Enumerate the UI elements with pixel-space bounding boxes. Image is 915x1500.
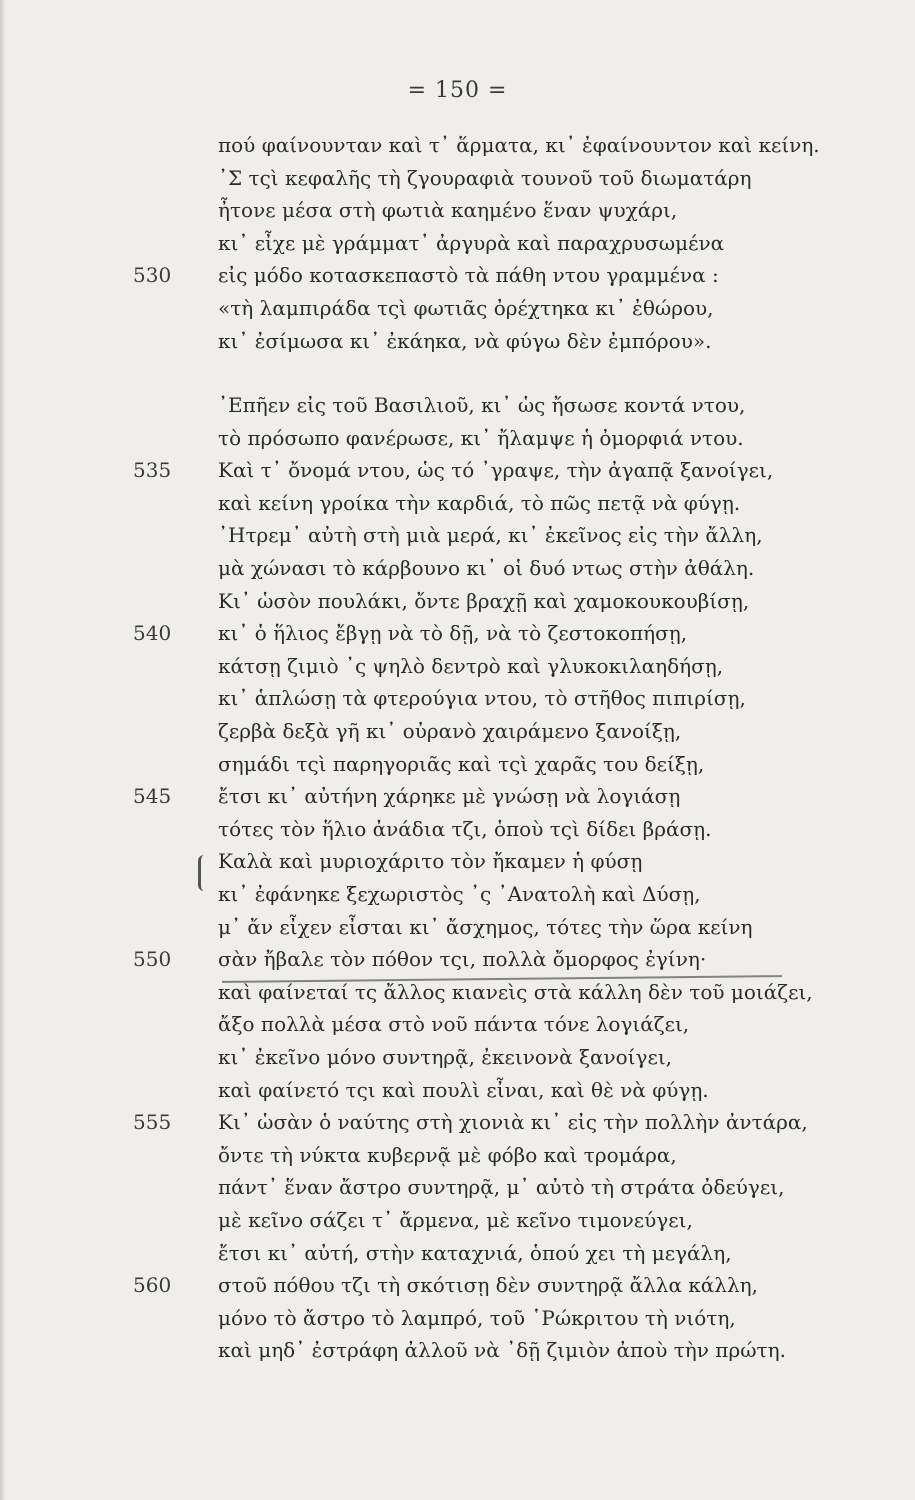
verse-line: ἄξο πολλὰ μέσα στὸ νοῦ πάντα τόνε λογιάζει, — [218, 1012, 690, 1037]
verse-line: ἔτσι κι᾽ αὐτή, στὴν καταχνιά, ὁπού χει τὴ μεγάλη, — [218, 1240, 732, 1265]
verse-line: κι᾽ ἁπλώσῃ τὰ φτερούγια ντου, τὸ στῆθος πιπιρίσῃ, — [218, 686, 746, 711]
line-number: 540 — [133, 621, 172, 646]
line-number: 555 — [133, 1110, 172, 1135]
page-spine-shadow — [0, 0, 6, 1500]
verse-line: κι᾽ ἐκεῖνο μόνο συντηρᾷ, ἐκεινονὰ ξανοίγει, — [218, 1045, 673, 1069]
verse-line: καὶ φαίνεταί τς ἄλλος κιανεὶς στὰ κάλλη δὲν τοῦ μοιάζει, — [218, 979, 813, 1004]
verse-line: μὰ χώνασι τὸ κάρβουνο κι᾽ οἱ δυό ντως στὴν ἀθάλη. — [218, 556, 755, 580]
verse-line: μ᾽ ἄν εἶχεν εἶσται κι᾽ ἄσχημος, τότες τὴν ὥρα κείνη — [218, 914, 753, 939]
verse-line: Καὶ τ᾽ ὄνομά ντου, ὡς τό ᾿γραψε, τὴν ἀγαπᾷ ξανοίγει, — [218, 458, 774, 483]
verse-line: καὶ κείνη γροίκα τὴν καρδιά, τὸ πῶς πετᾷ νὰ φύγῃ. — [218, 490, 741, 515]
verse-line: Καλὰ καὶ μυριοχάριτο τὸν ἤκαμεν ἡ φύσῃ — [218, 849, 643, 874]
verse-line: μὲ κεῖνο σάζει τ᾽ ἄρμενα, μὲ κεῖνο τιμονεύγει, — [218, 1208, 693, 1232]
verse-line: ᾿Επῆεν εἰς τοῦ Βασιλιοῦ, κι᾽ ὡς ἤσωσε κοντά ντου, — [218, 393, 746, 417]
line-number: 550 — [133, 947, 172, 972]
page-number: = 150 = — [407, 78, 508, 103]
verse-line: ᾿Ητρεμ᾽ αὐτὴ στὴ μιὰ μερά, κι᾽ ἐκεῖνος εἰς τὴν ἄλλη, — [218, 523, 763, 548]
verse-line: στοῦ πόθου τζι τὴ σκότισῃ δὲν συντηρᾷ ἄλλα κάλλη, — [218, 1273, 758, 1298]
verse-line: καὶ μηδ᾽ ἐστράφη ἀλλοῦ νὰ ᾿δῇ ζιμιὸν ἀποὺ τὴν πρώτη. — [218, 1338, 786, 1363]
verse-line: «τὴ λαμπιράδα τςὶ φωτιᾶς ὀρέχτηκα κι᾽ ἐθώρου, — [218, 296, 714, 320]
verse-line: ζερβὰ δεξὰ γῆ κι᾽ οὐρανὸ χαιράμενο ξανοίξῃ, — [218, 719, 682, 743]
verse-line: σημάδι τςὶ παρηγοριᾶς καὶ τςὶ χαρᾶς του δείξῃ, — [218, 751, 705, 776]
verse-line: κι᾽ ἐφάνηκε ξεχωριστὸς ᾿ς ᾿Ανατολὴ καὶ Δύσῃ, — [218, 882, 701, 906]
verse-line: ὄντε τὴ νύκτα κυβερνᾷ μὲ φόβο καὶ τρομάρα, — [218, 1142, 677, 1167]
verse-line: Κι᾽ ὡσὰν ὁ ναύτης στὴ χιονιὰ κι᾽ εἰς τὴν πολλὴν ἀντάρα, — [218, 1110, 808, 1135]
verse-line: ἔτσι κι᾽ αὐτήνη χάρηκε μὲ γνώσῃ νὰ λογιάσῃ — [218, 784, 681, 809]
line-number: 530 — [133, 263, 172, 288]
verse-line: πού φαίνουνταν καὶ τ᾽ ἅρματα, κι᾽ ἐφαίνουντον καὶ κείνη. — [218, 133, 820, 157]
verse-line: κι᾽ ἐσίμωσα κι᾽ ἐκάηκα, νὰ φύγω δὲν ἐμπόρου». — [218, 328, 712, 353]
line-number: 560 — [133, 1273, 172, 1298]
verse-line: ᾿Σ τςὶ κεφαλῆς τὴ ζγουραφιὰ τουνοῦ τοῦ διωματάρη — [218, 165, 752, 190]
line-number: 535 — [133, 458, 172, 483]
verse-line: πάντ᾽ ἕναν ἄστρο συντηρᾷ, μ᾽ αὐτὸ τὴ στράτα ὀδεύγει, — [218, 1175, 785, 1200]
handwritten-bracket-mark — [198, 855, 207, 891]
verse-line: καὶ φαίνετό τςι καὶ πουλὶ εἶναι, καὶ θὲ νὰ φύγῃ. — [218, 1077, 709, 1102]
verse-line: μόνο τὸ ἄστρο τὸ λαμπρό, τοῦ ῾Ρώκριτου τὴ νιότη, — [218, 1305, 736, 1330]
verse-line: τότες τὸν ἥλιο ἀνάδια τζι, ὁποὺ τςὶ δίδει βράσῃ. — [218, 816, 712, 841]
verse-line: κι᾽ εἶχε μὲ γράμματ᾽ ἀργυρὰ καὶ παραχρυσωμένα — [218, 230, 725, 255]
verse-line: ἦτονε μέσα στὴ φωτιὰ καημένο ἕναν ψυχάρι, — [218, 198, 678, 223]
verse-line: εἰς μόδο κοτασκεπαστὸ τὰ πάθη ντου γραμμένα : — [218, 263, 719, 288]
verse-line: τὸ πρόσωπο φανέρωσε, κι᾽ ἤλαμψε ἡ ὀμορφιά ντου. — [218, 425, 744, 450]
line-number: 545 — [133, 784, 172, 809]
verse-line: κάτσῃ ζιμιὸ ᾿ς ψηλὸ δεντρὸ καὶ γλυκοκιλαηδήσῃ, — [218, 653, 724, 678]
verse-line: Κι᾽ ὡσὸν πουλάκι, ὄντε βραχῇ καὶ χαμοκουκουβίσῃ, — [218, 588, 750, 613]
verse-line: σὰν ἤβαλε τὸν πόθον τςι, πολλὰ ὄμορφος ἐγίνη· — [218, 947, 707, 972]
verse-line: κι᾽ ὁ ἥλιος ἔβγῃ νὰ τὸ δῇ, νὰ τὸ ζεστοκοπήσῃ, — [218, 621, 688, 646]
